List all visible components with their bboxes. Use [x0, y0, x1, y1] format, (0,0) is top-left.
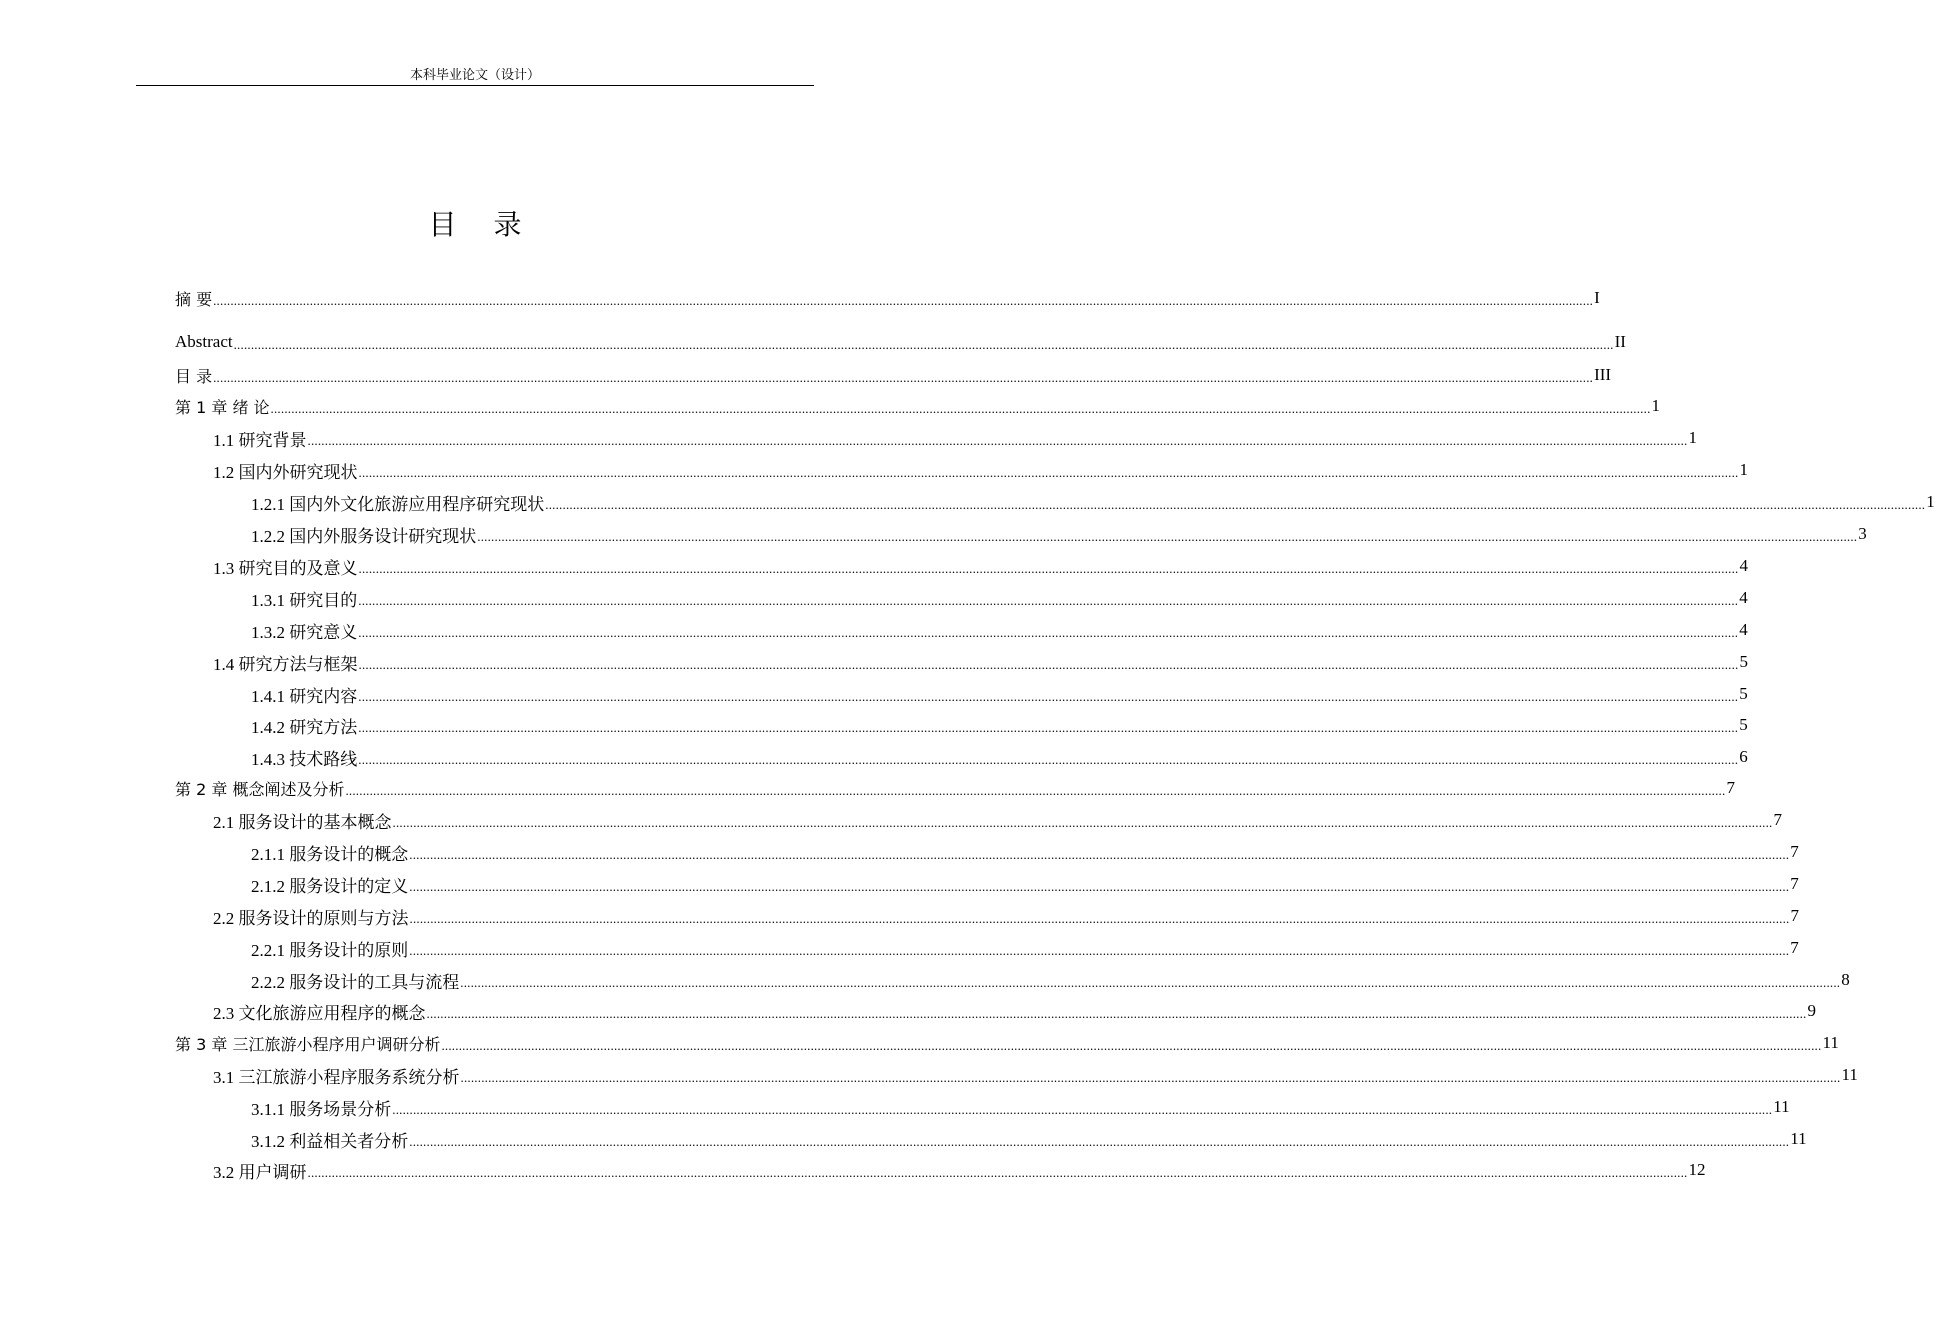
toc-entry-label: 3.1 三江旅游小程序服务系统分析: [213, 1067, 460, 1087]
toc-leader-dots: ................................................................................................................................................................................................................................................................................................................................................................................................................: [477, 529, 1858, 544]
toc-entry[interactable]: [175, 933, 1799, 963]
toc-entry-label: 第 1 章 绪 论: [175, 397, 270, 417]
toc-entry-label: 1.2.1 国内外文化旅游应用程序研究现状: [251, 494, 545, 514]
toc-entry-page-number: 5: [1739, 652, 1748, 671]
toc-entry-page-number: 1: [1739, 460, 1748, 479]
toc-leader-dots: ................................................................................................................................................................................................................................................................................................................................................................................................................: [392, 1102, 1773, 1117]
toc-entry-label: 2.1.2 服务设计的定义: [251, 876, 409, 896]
toc-entry-page-number: 5: [1739, 684, 1748, 703]
toc-entry-label: 2.2.2 服务设计的工具与流程: [251, 972, 460, 992]
toc-entry-label: 1.4.1 研究内容: [251, 686, 358, 706]
toc-entry-label: 1.4.3 技术路线: [251, 749, 358, 769]
toc-entry-label: 1.2.2 国内外服务设计研究现状: [251, 526, 477, 546]
header-rule: [136, 85, 814, 86]
toc-leader-dots: ................................................................................................................................................................................................................................................................................................................................................................................................................: [409, 1134, 1790, 1149]
toc-entry[interactable]: [175, 1155, 1706, 1185]
toc-entry[interactable]: [175, 710, 1748, 740]
toc-entry-label: 第 2 章 概念阐述及分析: [175, 779, 345, 799]
toc-entry[interactable]: [175, 773, 1735, 803]
toc-entry-page-number: 7: [1790, 874, 1799, 893]
toc-entry[interactable]: [175, 1028, 1839, 1058]
toc-entry[interactable]: [175, 679, 1748, 709]
toc-leader-dots: ................................................................................................................................................................................................................................................................................................................................................................................................................: [392, 815, 1773, 830]
toc-entry-page-number: III: [1594, 365, 1612, 384]
toc-entry-label: 1.4 研究方法与框架: [213, 654, 358, 674]
toc-leader-dots: ................................................................................................................................................................................................................................................................................................................................................................................................................: [358, 625, 1739, 640]
toc-leader-dots: ................................................................................................................................................................................................................................................................................................................................................................................................................: [345, 783, 1726, 798]
toc-entry-label: 2.2 服务设计的原则与方法: [213, 908, 409, 928]
toc-entry-page-number: 7: [1790, 938, 1799, 957]
toc-entry-label: 1.4.2 研究方法: [251, 717, 358, 737]
toc-entry[interactable]: [175, 647, 1748, 677]
toc-entry-page-number: 12: [1688, 1160, 1706, 1179]
toc-entry-label: 1.2 国内外研究现状: [213, 462, 358, 482]
toc-entry-page-number: 11: [1822, 1033, 1839, 1052]
toc-leader-dots: ................................................................................................................................................................................................................................................................................................................................................................................................................: [358, 720, 1739, 735]
toc-entry-page-number: 1: [1926, 492, 1935, 511]
toc-entry-label: 摘 要: [175, 289, 213, 309]
toc-leader-dots: ................................................................................................................................................................................................................................................................................................................................................................................................................: [358, 752, 1739, 767]
page-title: 目 录: [428, 208, 536, 241]
toc-leader-dots: ................................................................................................................................................................................................................................................................................................................................................................................................................: [460, 1070, 1841, 1085]
toc-entry[interactable]: [175, 742, 1748, 772]
toc-entry[interactable]: [175, 901, 1799, 931]
toc-entry-label: 2.2.1 服务设计的原则: [251, 940, 409, 960]
toc-entry[interactable]: [175, 551, 1748, 581]
toc-entry-page-number: 7: [1790, 842, 1799, 861]
toc-entry-page-number: 7: [1773, 810, 1782, 829]
toc-leader-dots: ................................................................................................................................................................................................................................................................................................................................................................................................................: [358, 657, 1739, 672]
toc-entry[interactable]: [175, 1092, 1790, 1122]
toc-entry-label: 3.1.1 服务场景分析: [251, 1099, 392, 1119]
toc-entry-page-number: 6: [1739, 747, 1748, 766]
toc-entry[interactable]: [175, 583, 1748, 613]
toc-entry[interactable]: [175, 805, 1782, 835]
toc-entry[interactable]: [175, 455, 1748, 485]
toc-leader-dots: ................................................................................................................................................................................................................................................................................................................................................................................................................: [409, 911, 1790, 926]
toc-entry-label: 目 录: [175, 366, 213, 386]
toc-entry-page-number: 4: [1739, 556, 1748, 575]
toc-leader-dots: ................................................................................................................................................................................................................................................................................................................................................................................................................: [270, 401, 1651, 416]
toc-entry[interactable]: [175, 1124, 1807, 1154]
toc-leader-dots: ................................................................................................................................................................................................................................................................................................................................................................................................................: [213, 370, 1594, 385]
toc-entry[interactable]: [175, 487, 1935, 517]
toc-leader-dots: ................................................................................................................................................................................................................................................................................................................................................................................................................: [358, 465, 1739, 480]
toc-entry-label: 1.3 研究目的及意义: [213, 558, 358, 578]
toc-entry-label: 2.1 服务设计的基本概念: [213, 812, 392, 832]
toc-entry-page-number: 4: [1739, 588, 1748, 607]
toc-entry[interactable]: [175, 423, 1697, 453]
toc-leader-dots: ................................................................................................................................................................................................................................................................................................................................................................................................................: [358, 561, 1739, 576]
toc-entry-page-number: 3: [1858, 524, 1867, 543]
toc-entry[interactable]: [175, 283, 1600, 313]
toc-entry-label: 3.2 用户调研: [213, 1162, 307, 1182]
toc-entry-label: Abstract: [175, 332, 233, 351]
toc-leader-dots: ................................................................................................................................................................................................................................................................................................................................................................................................................: [358, 593, 1739, 608]
toc-entry-page-number: 7: [1790, 906, 1799, 925]
toc-entry-label: 第 3 章 三江旅游小程序用户调研分析: [175, 1034, 441, 1054]
toc-entry-page-number: 8: [1841, 970, 1850, 989]
toc-entry-page-number: 11: [1773, 1097, 1790, 1116]
toc-entry[interactable]: [175, 965, 1850, 995]
toc-leader-dots: ................................................................................................................................................................................................................................................................................................................................................................................................................: [307, 1165, 1688, 1180]
toc-leader-dots: ................................................................................................................................................................................................................................................................................................................................................................................................................: [409, 879, 1790, 894]
toc-entry[interactable]: [175, 1060, 1858, 1090]
toc-entry-label: 2.1.1 服务设计的概念: [251, 844, 409, 864]
toc-entry[interactable]: [175, 996, 1816, 1026]
toc-entry-page-number: 4: [1739, 620, 1748, 639]
toc-entry-page-number: I: [1594, 288, 1600, 307]
toc-entry[interactable]: [175, 519, 1867, 549]
toc-leader-dots: ................................................................................................................................................................................................................................................................................................................................................................................................................: [233, 337, 1614, 352]
toc-entry-page-number: 1: [1651, 396, 1661, 415]
toc-leader-dots: ................................................................................................................................................................................................................................................................................................................................................................................................................: [409, 943, 1790, 958]
toc-leader-dots: ................................................................................................................................................................................................................................................................................................................................................................................................................: [358, 689, 1739, 704]
toc-entry-page-number: 11: [1841, 1065, 1858, 1084]
toc-entry-page-number: 11: [1790, 1129, 1807, 1148]
toc-entry-label: 2.3 文化旅游应用程序的概念: [213, 1003, 426, 1023]
toc-entry[interactable]: [175, 360, 1612, 390]
toc-entry-label: 1.3.1 研究目的: [251, 590, 358, 610]
toc-leader-dots: ................................................................................................................................................................................................................................................................................................................................................................................................................: [409, 847, 1790, 862]
toc-leader-dots: ................................................................................................................................................................................................................................................................................................................................................................................................................: [307, 433, 1688, 448]
toc-entry-label: 1.1 研究背景: [213, 430, 307, 450]
toc-leader-dots: ................................................................................................................................................................................................................................................................................................................................................................................................................: [545, 497, 1926, 512]
toc-entry-page-number: 1: [1688, 428, 1697, 447]
toc-leader-dots: ................................................................................................................................................................................................................................................................................................................................................................................................................: [426, 1006, 1807, 1021]
toc-leader-dots: ................................................................................................................................................................................................................................................................................................................................................................................................................: [460, 975, 1841, 990]
toc-entry-page-number: 7: [1726, 778, 1735, 797]
toc-entry-page-number: II: [1614, 332, 1626, 351]
toc-entry-page-number: 9: [1807, 1001, 1816, 1020]
toc-entry[interactable]: [175, 327, 1626, 357]
toc-entry-label: 1.3.2 研究意义: [251, 622, 358, 642]
toc-entry[interactable]: [175, 615, 1748, 645]
toc-entry[interactable]: [175, 837, 1799, 867]
toc-leader-dots: ................................................................................................................................................................................................................................................................................................................................................................................................................: [441, 1038, 1822, 1053]
toc-leader-dots: ................................................................................................................................................................................................................................................................................................................................................................................................................: [213, 293, 1594, 308]
page-header: 本科毕业论文（设计）: [409, 67, 540, 82]
toc-entry[interactable]: [175, 869, 1799, 899]
toc-entry[interactable]: [175, 391, 1661, 421]
toc-entry-page-number: 5: [1739, 715, 1748, 734]
toc-entry-label: 3.1.2 利益相关者分析: [251, 1131, 409, 1151]
